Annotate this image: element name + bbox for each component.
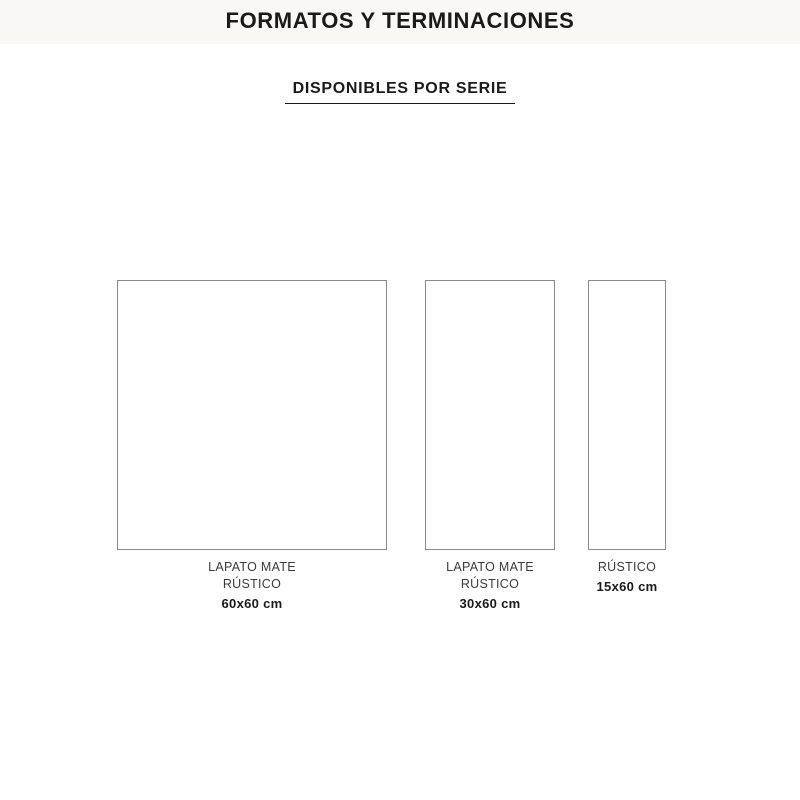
tile-finish-line-1: RÚSTICO (597, 560, 657, 574)
tile-caption (597, 559, 658, 595)
tile-swatch-60x60 (117, 280, 387, 550)
tile-swatch-30x60 (425, 280, 555, 550)
page-title: FORMATOS Y TERMINACIONES (225, 8, 575, 33)
tile-caption (446, 559, 534, 612)
tile-size: 60x60 cm (221, 596, 283, 611)
tile-finish-line-1: LAPATO MATE (446, 560, 534, 574)
tile-format-item (425, 280, 555, 612)
tile-size: 30x60 cm (459, 596, 521, 611)
tile-finish-line-1: LAPATO MATE (208, 560, 296, 574)
tile-finish-line-2: RÚSTICO (460, 577, 520, 591)
tile-format-list (0, 280, 800, 620)
tile-caption (208, 559, 296, 612)
tile-format-item (588, 280, 666, 595)
tile-swatch-15x60 (588, 280, 666, 550)
tile-finish-line-2: RÚSTICO (222, 577, 282, 591)
page-subtitle: DISPONIBLES POR SERIE (285, 80, 516, 104)
subtitle-container (0, 80, 800, 104)
tile-format-item (117, 280, 387, 612)
tile-size: 15x60 cm (596, 579, 658, 594)
